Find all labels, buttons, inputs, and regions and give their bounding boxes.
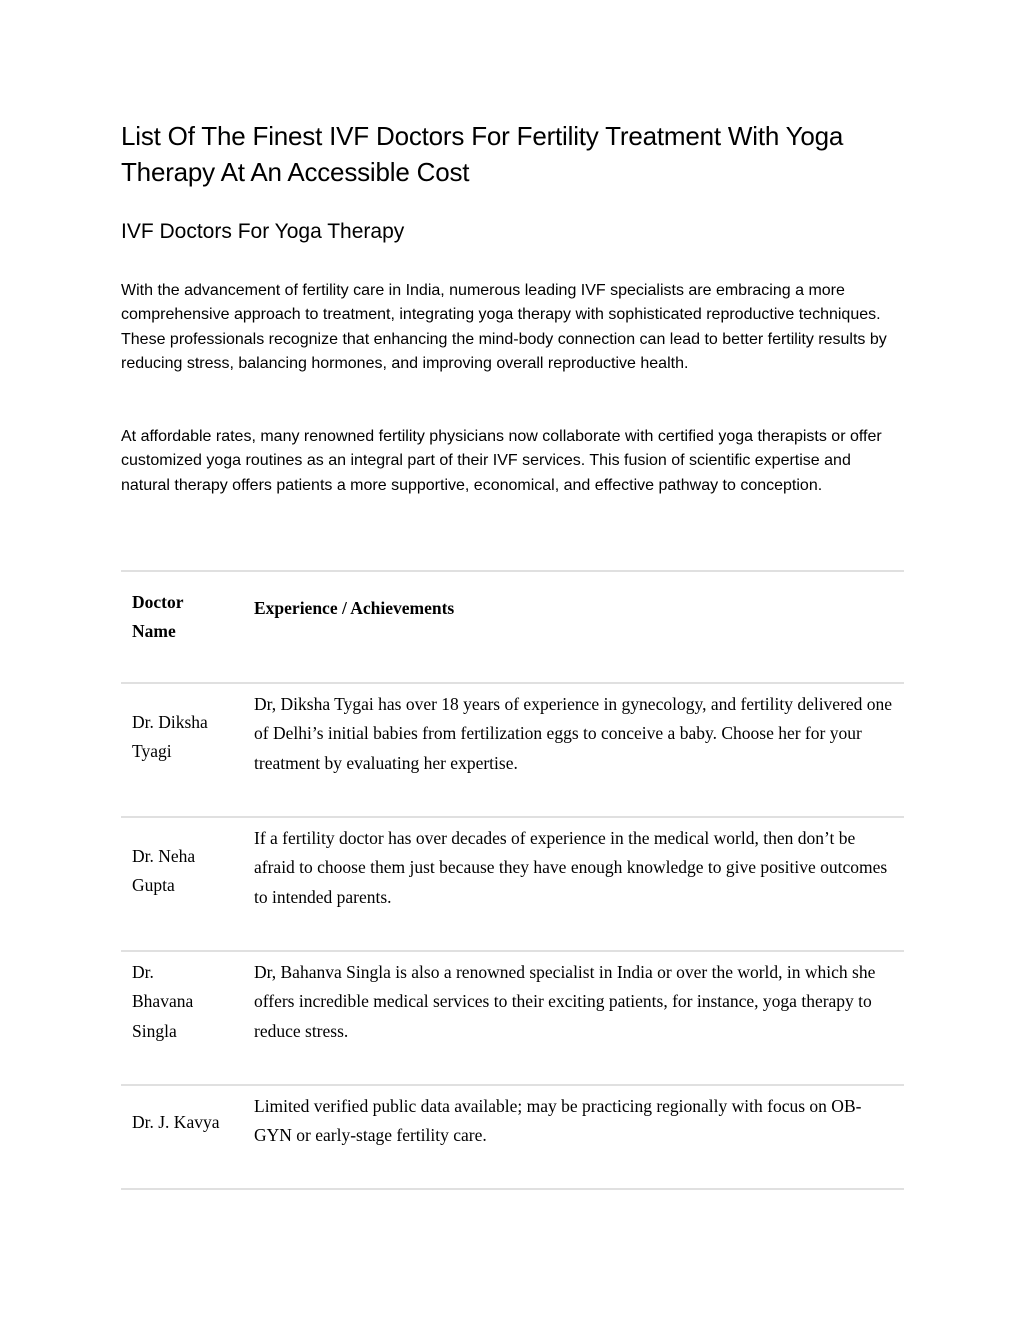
header-experience bbox=[254, 571, 904, 683]
table-row bbox=[121, 817, 904, 951]
experience-text: Dr, Bahanva Singla is also a renowned specialist in India or over the world, in which she offers incredible medical services to their exciting patients, for instance, yoga therapy to reduce stress. bbox=[254, 962, 876, 1041]
doctor-name: Dr. Bhavana Singla bbox=[132, 962, 194, 1041]
doctors-table bbox=[121, 570, 904, 1190]
table-row bbox=[121, 683, 904, 817]
doctor-name-cell bbox=[121, 817, 254, 951]
table-row bbox=[121, 951, 904, 1085]
experience-text: Limited verified public data available; may be practicing regionally with focus on OB-GYN or early-stage fertility care. bbox=[254, 1096, 862, 1146]
header-doctor-name bbox=[121, 571, 254, 683]
table-header-row bbox=[121, 571, 904, 683]
header-experience-label: Experience / Achievements bbox=[254, 598, 455, 618]
doctor-name-cell bbox=[121, 683, 254, 817]
intro-paragraph: With the advancement of fertility care in India, numerous leading IVF specialists are embracing a more comprehensive approach to treatment, integrating yoga therapy with sophisticated reproductive techniques. These professionals recognize that enhancing the mind-body connection can lead to better fertility results by reducing stress, balancing hormones, and improving overall reproductive health. bbox=[121, 282, 887, 373]
doctor-name: Dr. Neha Gupta bbox=[132, 846, 196, 896]
experience-cell bbox=[254, 1085, 904, 1189]
experience-cell bbox=[254, 817, 904, 951]
header-doctor-name-label: Doctor Name bbox=[132, 592, 184, 642]
experience-text: Dr, Diksha Tygai has over 18 years of experience in gynecology, and fertility delivered one of Delhi’s initial babies from fertilization eggs to conceive a baby. Choose her for your treatment by evaluating her expertise. bbox=[254, 694, 893, 773]
doctor-name-cell bbox=[121, 1085, 254, 1189]
page-title: List Of The Finest IVF Doctors For Fertility Treatment With Yoga Therapy At An Accessible Cost bbox=[121, 121, 844, 187]
doctor-name-cell bbox=[121, 951, 254, 1085]
table-row bbox=[121, 1085, 904, 1189]
doctor-name: Dr. Diksha Tyagi bbox=[132, 712, 208, 762]
experience-cell bbox=[254, 683, 904, 817]
experience-text: If a fertility doctor has over decades of experience in the medical world, then don’t be afraid to choose them just because they have enough knowledge to give positive outcomes to intended parents. bbox=[254, 828, 888, 907]
affordability-paragraph: At affordable rates, many renowned fertility physicians now collaborate with certified yoga therapists or offer customized yoga routines as an integral part of their IVF services. This fusion of scientific expertise and natural therapy offers patients a more supportive, economical, and effective pathway to conception. bbox=[121, 428, 882, 494]
experience-cell bbox=[254, 951, 904, 1085]
doctor-name: Dr. J. Kavya bbox=[132, 1112, 220, 1132]
section-heading: IVF Doctors For Yoga Therapy bbox=[121, 220, 405, 243]
